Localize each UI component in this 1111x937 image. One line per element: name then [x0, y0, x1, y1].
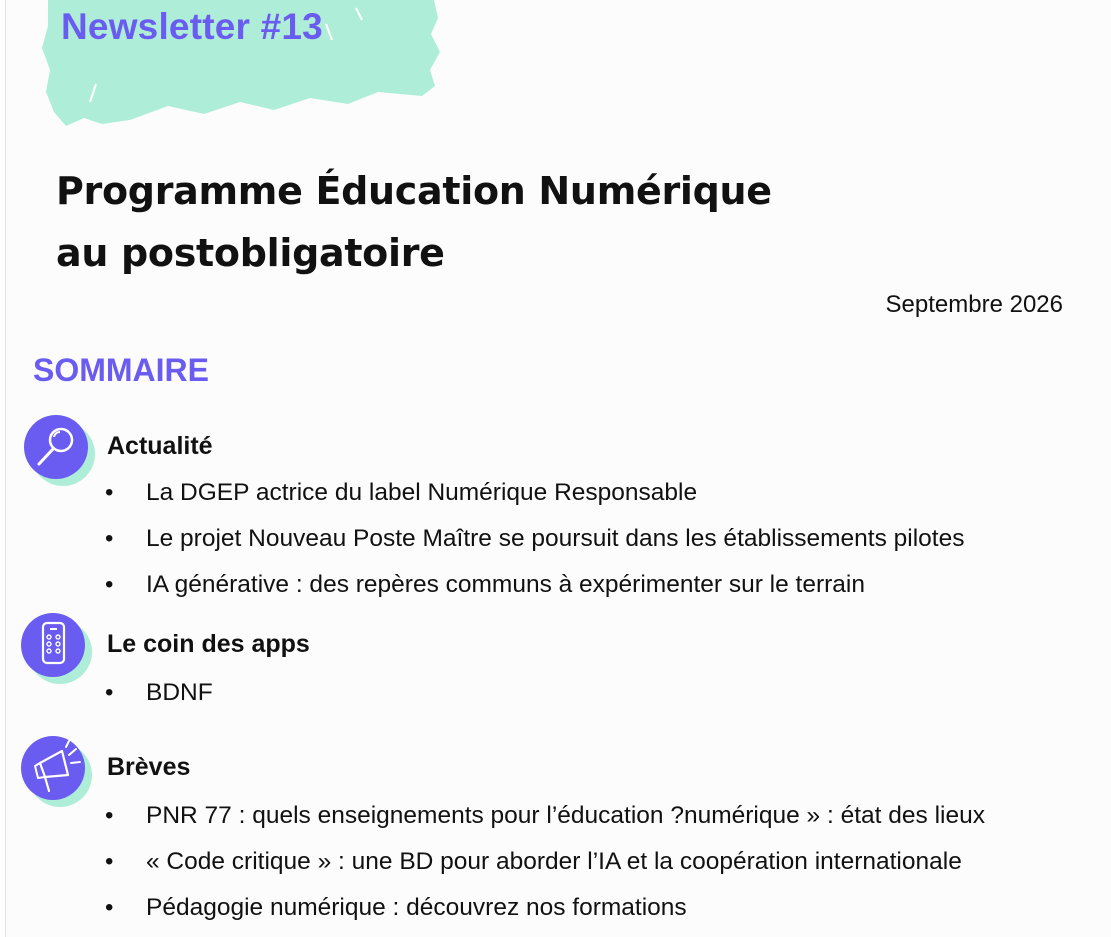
list-item[interactable]	[6, 516, 964, 562]
page-title-line-1: Programme Éducation Numérique	[56, 169, 772, 213]
list-item-text: La DGEP actrice du label Numérique Responsable	[146, 479, 698, 506]
bullet: •	[105, 894, 114, 921]
bullet: •	[105, 848, 114, 875]
list-item-text: Pédagogie numérique : découvrez nos formations	[146, 894, 687, 921]
summary-heading: SOMMAIRE	[33, 352, 209, 388]
list-item-text: BDNF	[146, 679, 213, 706]
list-item[interactable]	[6, 562, 964, 608]
list-item[interactable]	[6, 885, 985, 931]
section-title-apps: Le coin des apps	[107, 630, 310, 658]
list-item[interactable]	[6, 470, 964, 516]
section-title-actualite: Actualité	[107, 432, 213, 460]
list-item[interactable]	[6, 793, 985, 839]
list-item-text: IA générative : des repères communs à expérimenter sur le terrain	[146, 571, 866, 598]
bullet: •	[105, 802, 114, 829]
page-title	[56, 160, 816, 284]
section-items-apps	[6, 670, 213, 716]
bullet: •	[105, 525, 114, 552]
list-item-text: « Code critique » : une BD pour aborder l’IA et la coopération internationale	[146, 848, 962, 875]
list-item[interactable]	[6, 839, 985, 885]
section-items-actualite	[6, 470, 964, 608]
newsletter-number: Newsletter #13	[61, 6, 323, 47]
bullet: •	[105, 679, 114, 706]
list-item-text: Le projet Nouveau Poste Maître se poursuit dans les établissements pilotes	[146, 525, 965, 552]
section-items-breves	[6, 793, 985, 931]
bullet: •	[105, 479, 114, 506]
list-item-text: PNR 77 : quels enseignements pour l’éducation ?numérique » : état des lieux	[146, 802, 985, 829]
list-item[interactable]	[6, 670, 213, 716]
page-title-line-2: au postobligatoire	[56, 231, 445, 275]
bullet: •	[105, 571, 114, 598]
newsletter-page	[5, 0, 1111, 937]
issue-date: Septembre 2026	[885, 291, 1063, 318]
section-title-breves: Brèves	[107, 753, 191, 781]
